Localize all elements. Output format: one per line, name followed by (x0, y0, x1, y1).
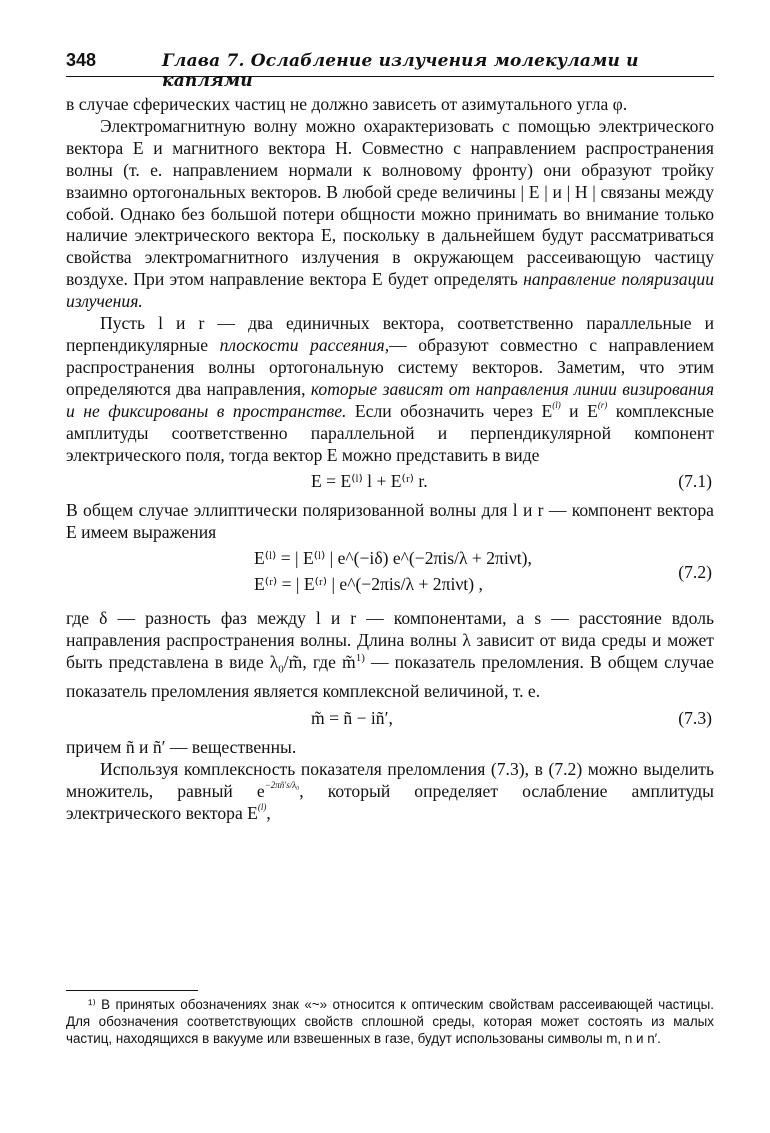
footnote (66, 996, 714, 1048)
paragraph-3-text-e: комплексные амплитуды соответственно параллельной и перпендикулярной компонент электрического поля, тогда вектор E можно представить в виде (66, 400, 714, 465)
equation-7-2 (66, 546, 714, 600)
emphasis-directions: которые зависят от направления линии визирования и не фиксированы в пространстве. (66, 378, 714, 421)
paragraph-5-text-a: где δ — разность фаз между l и r — компонентами, а s — расстояние вдоль направления распространения волны. Длина волны λ зависит от вида среды и может быть представлена в виде λ (66, 608, 714, 673)
paragraph-3-text-d: и E (560, 400, 598, 421)
paragraph-1: в случае сферических частиц не должно зависеть от азимутального угла φ. (66, 94, 628, 114)
paragraph-7 (66, 759, 714, 825)
paragraph-7-text-a: Используя комплексность показателя преломления (7.3), в (7.2) можно выделить множитель, равный e (66, 759, 714, 802)
equation-7-3-number: (7.3) (678, 708, 712, 729)
running-title: Глава 7. Ослабление излучения молекулами и каплями (162, 51, 639, 91)
paragraph-7-text-b: , который определяет ослабление амплитуды электрического вектора E (66, 781, 714, 824)
equation-7-1-formula: E = E⁽ˡ⁾ l + E⁽ʳ⁾ r. (311, 471, 428, 492)
paragraph-3-text-a: Пусть l и r — два единичных вектора, соответственно параллельные и перпендикулярные (66, 313, 714, 355)
equation-7-2-number: (7.2) (678, 562, 712, 583)
emphasis-polarization: направление поляризации излучения. (66, 269, 714, 312)
exponent-attenuation: −2πñ′s/λ₀ (264, 780, 300, 791)
paragraph-5-text-c: — показатель преломления. В общем случае показатель преломления является комплексной величиной, т. е. (66, 652, 714, 702)
superscript-l-2: (l) (257, 802, 267, 813)
emphasis-scattering-plane: плоскости рассеяния, (219, 334, 390, 355)
equation-7-2-line-2: E⁽ʳ⁾ = | E⁽ʳ⁾ | e^(−2πis/λ + 2πiνt) , (254, 574, 483, 595)
paragraph-5-text-b: /m̃, где m̃ (283, 652, 356, 673)
paragraph-3-text-b: — образуют совместно с направлением распространения волны ортогональную систему векторов. Заметим, что этим определяются два направления, (66, 334, 714, 399)
superscript-r: (r) (597, 399, 608, 410)
paragraph-4: В общем случае эллиптически поляризованной волны для l и r — компонент вектора E имеем выражения (66, 500, 714, 543)
paragraph-3-text-c: Если обозначить через E (346, 400, 553, 421)
superscript-l: (l) (552, 399, 561, 410)
paragraph-6: причем ñ и ñ′ — вещественны. (66, 737, 297, 758)
paragraph-7-text-c: , (266, 803, 271, 824)
paragraph-5 (66, 608, 714, 703)
subscript-zero: 0 (278, 663, 284, 676)
equation-7-1 (66, 470, 714, 494)
paragraph-2-text: Электромагнитную волну можно охарактеризовать с помощью электрического вектора E и магнитного вектора H. Совместно с направлением распространения волны (т. е. направлением нормали к волновому фронту) они образуют тройку взаимно ортогональных векторов. В любой среде величины | E | и | H | связаны между собой. Однако без большой потери общности можно принимать во внимание только наличие электрического вектора E, поскольку в дальнейшем будут рассматриваться свойства электромагнитного излучения в окружающем рассеивающую частицу воздухе. При этом направление вектора E будет определять (66, 115, 714, 290)
page-number: 348 (66, 50, 97, 70)
main-text (66, 94, 714, 825)
paragraph-2 (66, 116, 714, 313)
equation-7-3-formula: m̃ = ñ − iñ′, (311, 708, 393, 729)
equation-7-2-line-1: E⁽ˡ⁾ = | E⁽ˡ⁾ | e^(−iδ) e^(−2πis/λ + 2πiνt), (254, 548, 532, 569)
footnote-divider (66, 990, 198, 991)
paragraph-3 (66, 313, 714, 466)
equation-7-1-number: (7.1) (678, 471, 712, 492)
page-header (66, 50, 714, 91)
footnote-reference: 1) (355, 652, 365, 665)
equation-7-3 (66, 707, 714, 731)
footnote-text: ¹⁾ В принятых обозначениях знак «~» относится к оптическим свойствам рассеивающей частицы. Для обозначения соответствующих свойств сплошной среды, которая может состоять из малых частиц, находящихся в вакууме или взвешенных в газе, будут использованы символы m, n и n′. (66, 997, 714, 1047)
